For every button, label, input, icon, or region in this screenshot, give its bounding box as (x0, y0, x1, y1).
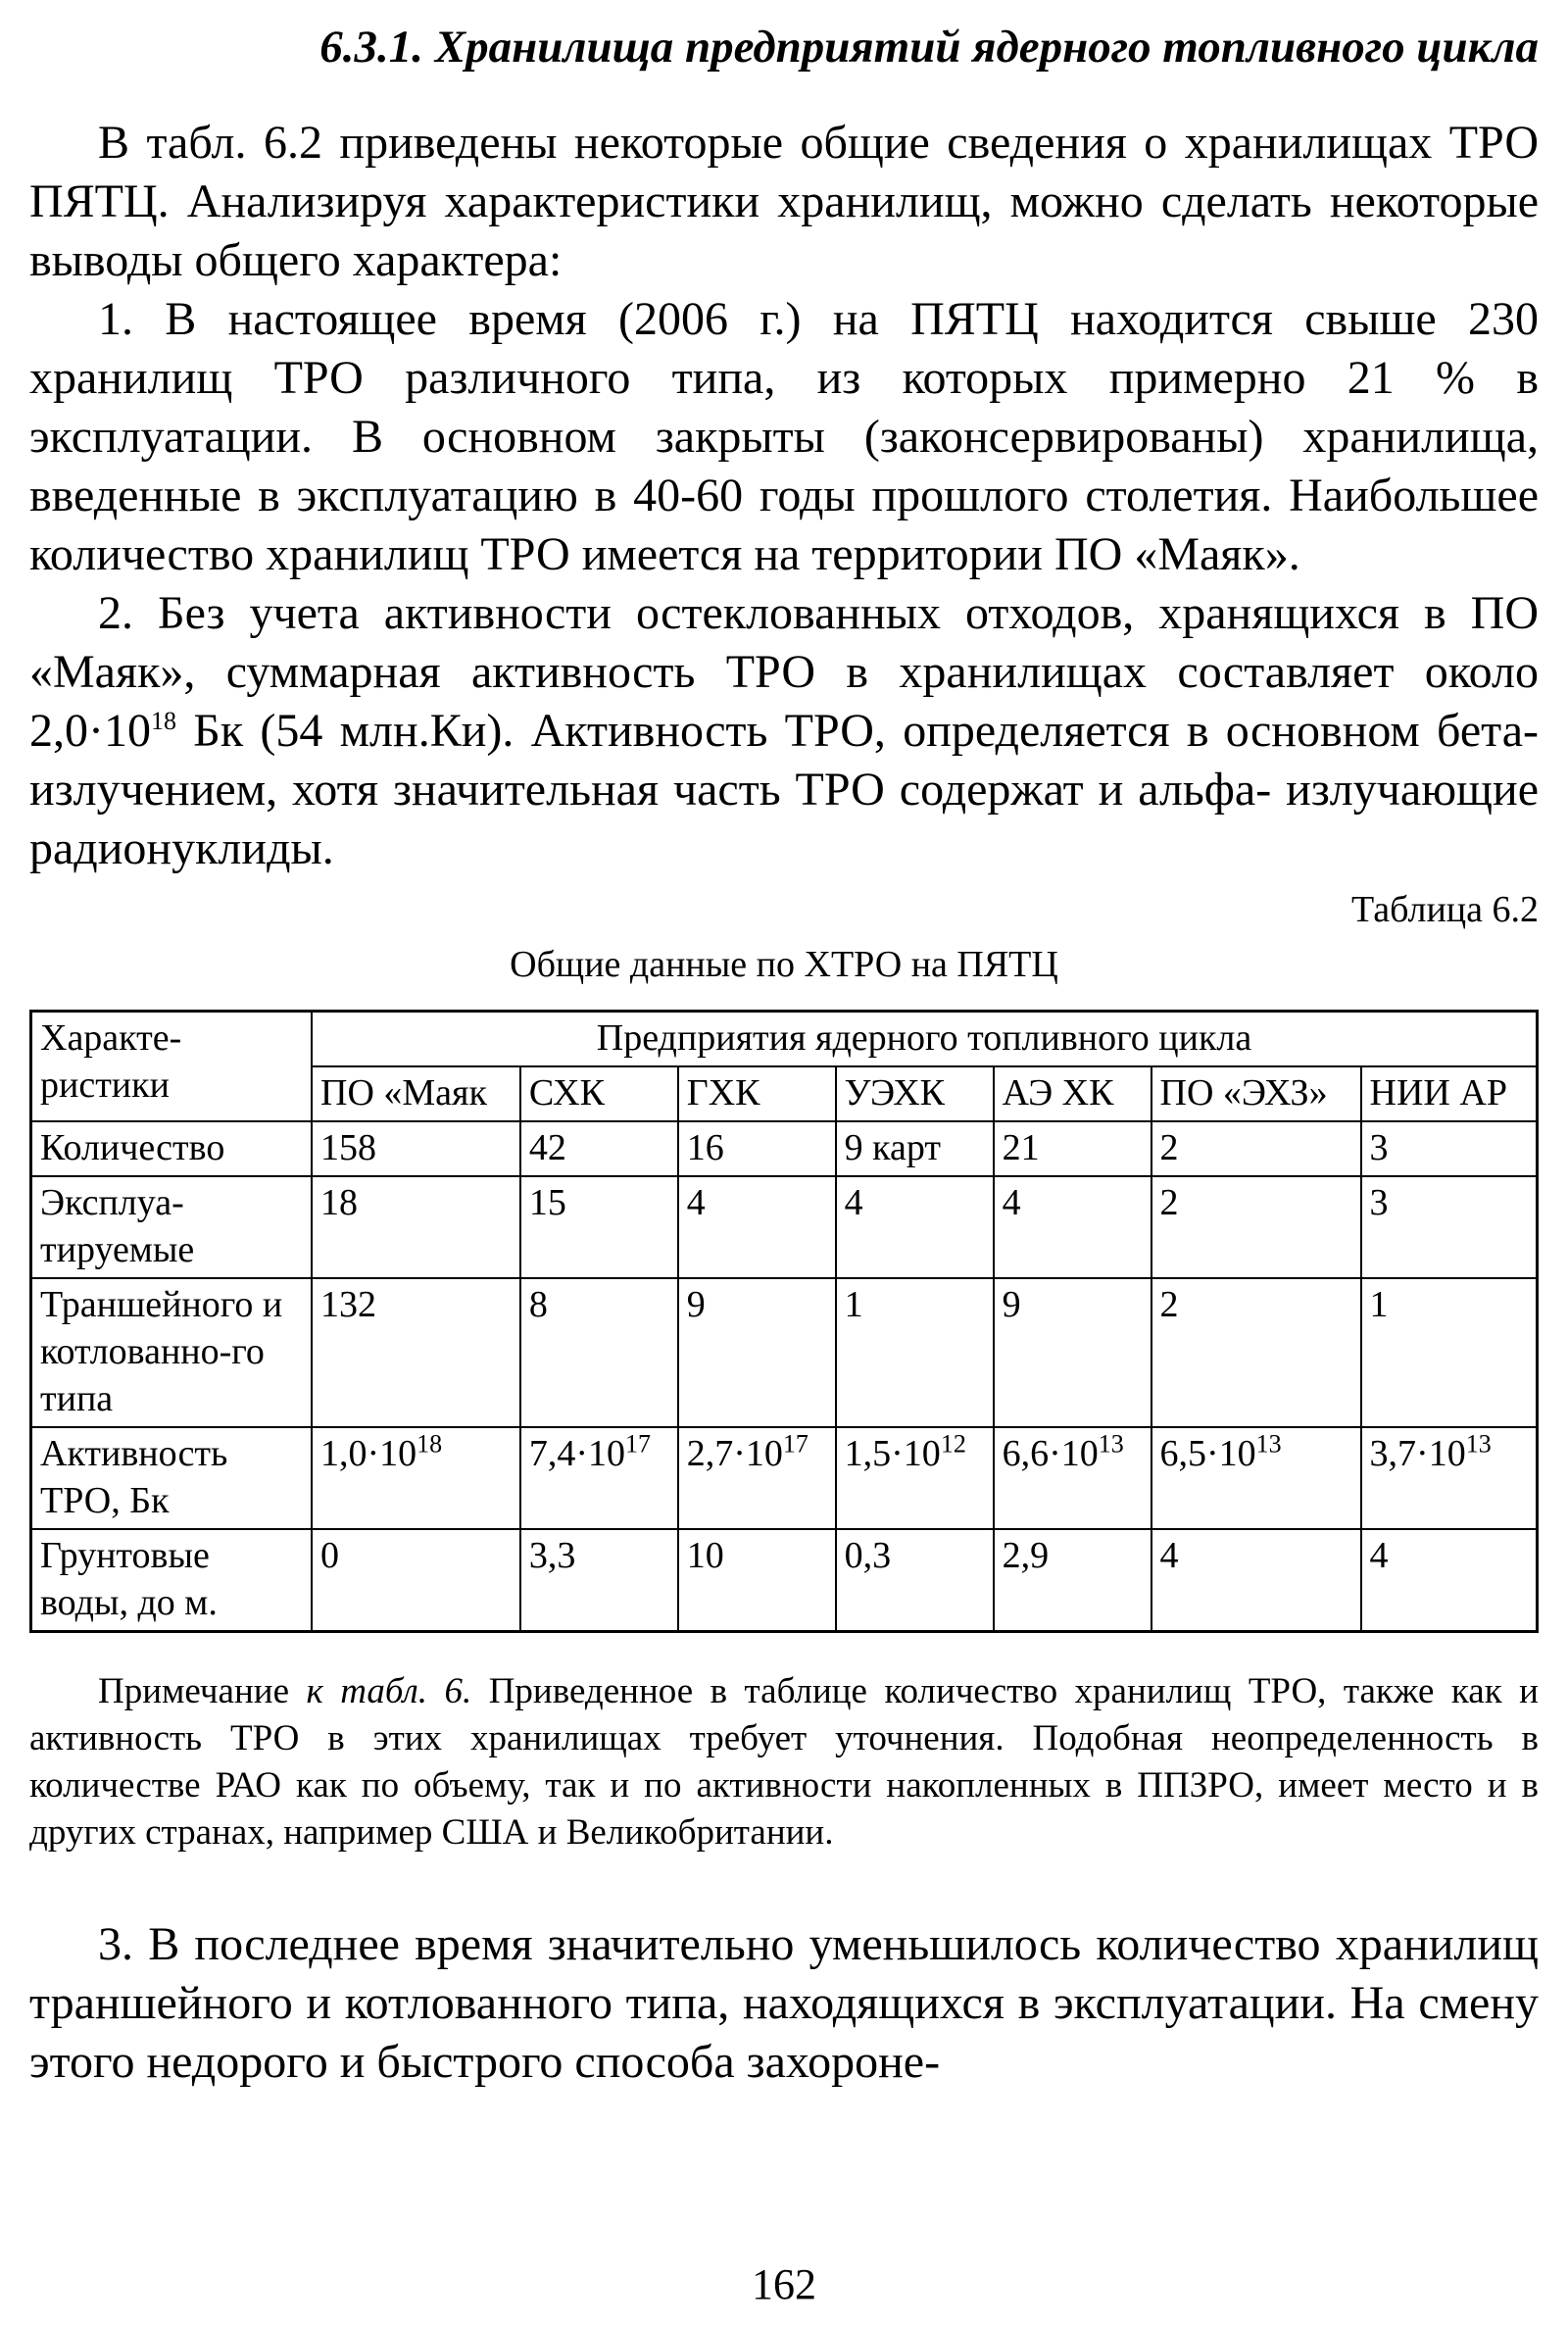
table-cell (678, 1427, 836, 1529)
table-cell: 132 (312, 1278, 520, 1427)
row-label: Траншейного и котлованно-го типа (31, 1278, 313, 1427)
note-text: Приведенное в таблице количество хранилищ ТРО, также как и активность ТРО в этих хранилищах требует уточнения. Подобная неопределенность в количестве РАО как по объему, так и по активности накопленных в ППЗРО, имеет место и в других странах, например США и Великобритании. (29, 1671, 1539, 1853)
table-cell: 1 (1361, 1278, 1538, 1427)
table-cell: 2 (1152, 1278, 1361, 1427)
cell-mantissa: 2,7·10 (686, 1433, 783, 1474)
paragraph-point-2-exponent: 18 (150, 707, 176, 735)
table-cell: 9 (678, 1278, 836, 1427)
page (29, 20, 1539, 2092)
table-cell: 4 (836, 1176, 994, 1278)
paragraph-point-2 (29, 584, 1539, 878)
table-cell: 2 (1152, 1176, 1361, 1278)
row-header-label: Характе-ристики (31, 1012, 313, 1122)
table-cell: 16 (678, 1121, 836, 1176)
table-row (31, 1529, 1538, 1632)
note-prefix: Примечание (98, 1671, 307, 1711)
cell-mantissa: 1,5·10 (844, 1433, 941, 1474)
table-cell: 42 (520, 1121, 678, 1176)
table-row (31, 1176, 1538, 1278)
table-cell: 4 (994, 1176, 1152, 1278)
table-cell: 21 (994, 1121, 1152, 1176)
table-title: Общие данные по ХТРО на ПЯТЦ (510, 944, 1058, 985)
paragraph-point-2-before: 2. Без учета активности остеклованных отходов, хранящихся в ПО «Маяк», суммарная активность ТРО в хранилищах составляет около 2,0·10 (29, 587, 1539, 757)
data-table (29, 1010, 1539, 1633)
column-header: УЭХК (836, 1066, 994, 1121)
table-cell: 3 (1361, 1176, 1538, 1278)
cell-mantissa: 1,0·10 (320, 1433, 417, 1474)
cell-mantissa: 6,5·10 (1159, 1433, 1256, 1474)
column-header: НИИ АР (1361, 1066, 1538, 1121)
column-header: ГХК (678, 1066, 836, 1121)
paragraph-point-1: 1. В настоящее время (2006 г.) на ПЯТЦ находится свыше 230 хранилищ ТРО различного типа, из которых примерно 21 % в эксплуатации. В основном закрыты (законсервированы) хранилища, введенные в эксплуатацию в 40-60 годы прошлого столетия. Наибольшее количество хранилищ ТРО имеется на территории ПО «Маяк». (29, 293, 1539, 580)
table-cell (836, 1427, 994, 1529)
cell-mantissa: 7,4·10 (528, 1433, 625, 1474)
note-ref: к табл. 6. (306, 1671, 472, 1711)
table-cell: 3 (1361, 1121, 1538, 1176)
row-label: Количество (31, 1121, 313, 1176)
table-cell: 9 карт (836, 1121, 994, 1176)
group-header: Предприятия ядерного топливного цикла (312, 1012, 1538, 1067)
paragraph-point-3: 3. В последнее время значительно уменьшилось количество хранилищ траншейного и котлованного типа, находящихся в эксплуатации. На смену этого недорого и быстрого способа захороне- (29, 1918, 1539, 2088)
table-cell (1152, 1427, 1361, 1529)
cell-mantissa: 6,6·10 (1002, 1433, 1099, 1474)
table-cell: 4 (1152, 1529, 1361, 1632)
table-row (31, 1427, 1538, 1529)
table-cell: 15 (520, 1176, 678, 1278)
table-cell (312, 1427, 520, 1529)
table-cell (994, 1427, 1152, 1529)
table-cell: 4 (1361, 1529, 1538, 1632)
cell-exponent: 18 (416, 1429, 443, 1459)
column-header: АЭ ХК (994, 1066, 1152, 1121)
section-heading: 6.3.1. Хранилища предприятий ядерного топливного цикла (319, 22, 1539, 73)
paragraph-intro: В табл. 6.2 приведены некоторые общие сведения о хранилищах ТРО ПЯТЦ. Анализируя характеристики хранилищ, можно сделать некоторые выводы общего характера: (29, 117, 1539, 286)
cell-exponent: 13 (1465, 1429, 1492, 1459)
table-cell: 18 (312, 1176, 520, 1278)
cell-exponent: 17 (624, 1429, 651, 1459)
table-cell (520, 1427, 678, 1529)
row-label: Эксплуа-тируемые (31, 1176, 313, 1278)
page-number: 162 (752, 2260, 816, 2308)
table-cell: 3,3 (520, 1529, 678, 1632)
column-header: СХК (520, 1066, 678, 1121)
cell-exponent: 17 (782, 1429, 808, 1459)
cell-exponent: 12 (940, 1429, 966, 1459)
table-cell: 2,9 (994, 1529, 1152, 1632)
table-cell: 0 (312, 1529, 520, 1632)
table-cell (1361, 1427, 1538, 1529)
table-row (31, 1278, 1538, 1427)
table-cell: 10 (678, 1529, 836, 1632)
table-cell: 4 (678, 1176, 836, 1278)
table-cell: 1 (836, 1278, 994, 1427)
cell-exponent: 13 (1098, 1429, 1124, 1459)
row-label: Грунтовые воды, до м. (31, 1529, 313, 1632)
row-label: Активность ТРО, Бк (31, 1427, 313, 1529)
column-header: ПО «Маяк (312, 1066, 520, 1121)
table-header-row (31, 1012, 1538, 1067)
paragraph-point-2-after: Бк (54 млн.Ки). Активность ТРО, определяется в основном бета- излучением, хотя значительная часть ТРО содержат и альфа- излучающие радионуклиды. (29, 705, 1539, 874)
table-cell: 9 (994, 1278, 1152, 1427)
cell-exponent: 13 (1255, 1429, 1282, 1459)
table-cell: 158 (312, 1121, 520, 1176)
table-cell: 8 (520, 1278, 678, 1427)
table-cell: 0,3 (836, 1529, 994, 1632)
table-row (31, 1121, 1538, 1176)
table-note (29, 1668, 1539, 1856)
table-number: Таблица 6.2 (1350, 889, 1539, 930)
cell-mantissa: 3,7·10 (1369, 1433, 1466, 1474)
table-cell: 2 (1152, 1121, 1361, 1176)
column-header: ПО «ЭХЗ» (1152, 1066, 1361, 1121)
